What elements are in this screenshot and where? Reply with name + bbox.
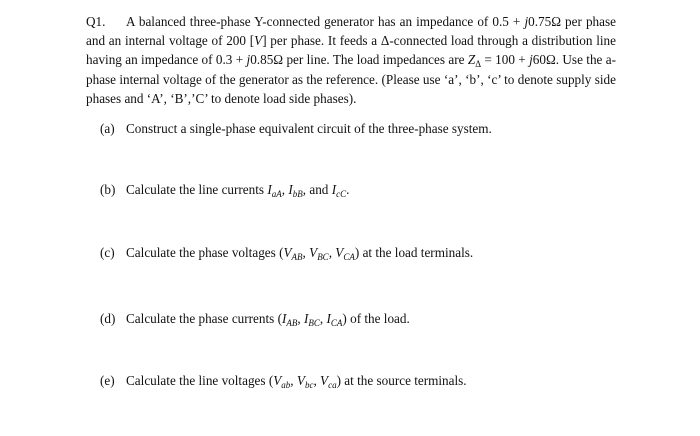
part-label: (c) xyxy=(100,245,115,260)
question-number: Q1. xyxy=(86,14,106,29)
part-text: Calculate the phase currents ($I_{AB}$, $I_{BC}$, $I_{CA}$) of the load. xyxy=(126,311,410,328)
part-label: (a) xyxy=(100,121,115,136)
part-a xyxy=(100,120,492,138)
part-text: Calculate the line currents $I_{aA}$, $I_{bB}$, and $I_{cC}$. xyxy=(126,182,350,199)
question-statement xyxy=(86,12,616,108)
part-text: Construct a single-phase equivalent circuit of the three-phase system. xyxy=(126,121,492,136)
question-text: A balanced three-phase Y-connected generator has an impedance of 0.5 + j0.75Ω per phase and an internal voltage of 200 [V] per phase. It feeds a Δ-connected load through a distribution line having an impedance of 0.3 + j0.85Ω per line. The load impedances are $Z_\Delta = 100 + j60\Omega$. Use the a-phase internal voltage of the generator as the reference. (Please use ‘a’, ‘b’, ‘c’ to denote supply side phases and ‘A’, ‘B’,’C’ to denote load side phases). xyxy=(86,14,616,106)
part-label: (e) xyxy=(100,373,115,388)
part-label: (b) xyxy=(100,182,116,197)
part-b xyxy=(100,181,349,199)
part-c xyxy=(100,244,473,262)
part-d xyxy=(100,310,410,328)
part-text: Calculate the line voltages ($V_{ab}$, $V_{bc}$, $V_{ca}$) at the source terminals. xyxy=(126,373,467,390)
part-e xyxy=(100,372,467,390)
part-label: (d) xyxy=(100,311,116,326)
part-text: Calculate the phase voltages ($V_{AB}$, $V_{BC}$, $V_{CA}$) at the load terminals. xyxy=(126,245,474,262)
